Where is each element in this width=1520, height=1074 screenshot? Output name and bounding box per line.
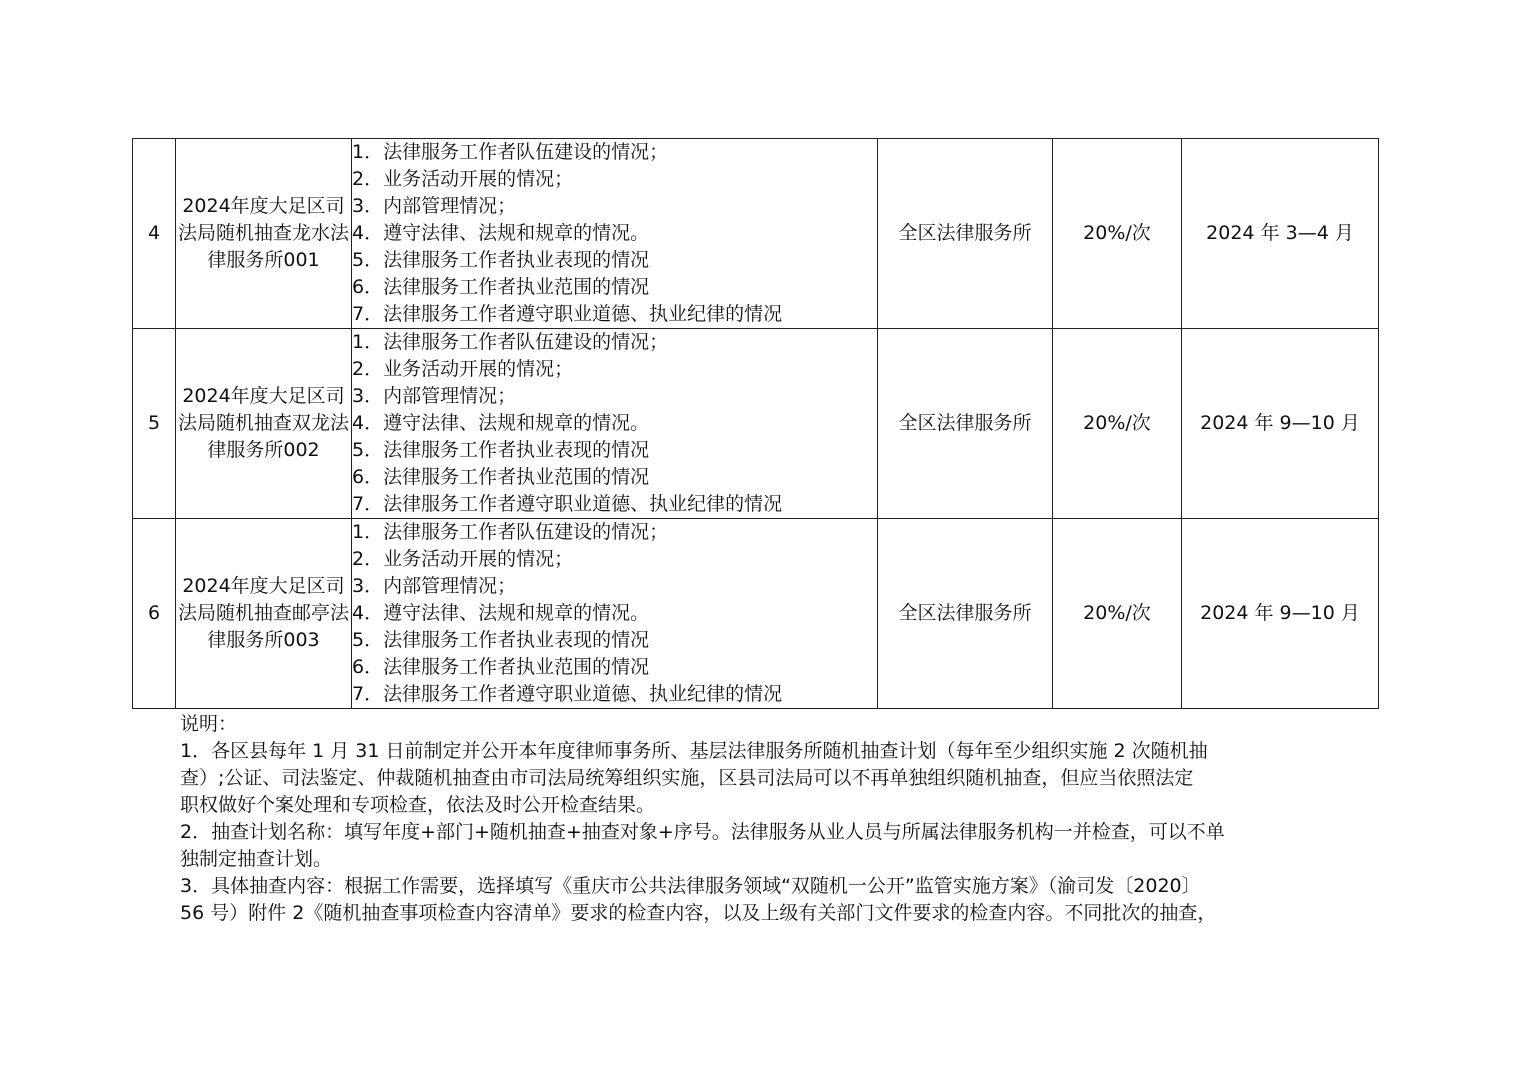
inspection-ratio-cell: 20%/次 bbox=[1053, 329, 1182, 519]
inspection-time-cell: 2024 年 9—10 月 bbox=[1182, 329, 1379, 519]
row-number-cell: 5 bbox=[133, 329, 176, 519]
inspection-item: 5．法律服务工作者执业表现的情况 bbox=[352, 439, 650, 461]
inspection-item: 5．法律服务工作者执业表现的情况 bbox=[352, 629, 650, 651]
note-line: 职权做好个案处理和专项检查，依法及时公开检查结果。 bbox=[180, 794, 656, 816]
inspection-item: 6．法律服务工作者执业范围的情况 bbox=[352, 656, 650, 678]
inspection-item: 3．内部管理情况； bbox=[352, 575, 517, 597]
inspection-item: 7．法律服务工作者遵守职业道德、执业纪律的情况 bbox=[352, 493, 783, 515]
inspection-item: 3．内部管理情况； bbox=[352, 385, 517, 407]
notes-heading: 说明： bbox=[180, 713, 238, 735]
inspection-item: 1．法律服务工作者队伍建设的情况； bbox=[352, 521, 669, 543]
table-row bbox=[133, 519, 1379, 709]
note-line: 2．抽查计划名称：填写年度+部门+随机抽查+抽查对象+序号。法律服务从业人员与所属法律服务机构一并检查，可以不单 bbox=[180, 821, 1225, 843]
table-row bbox=[133, 139, 1379, 329]
row-number-cell: 4 bbox=[133, 139, 176, 329]
inspection-item: 7．法律服务工作者遵守职业道德、执业纪律的情况 bbox=[352, 303, 783, 325]
inspection-item: 1．法律服务工作者队伍建设的情况； bbox=[352, 141, 669, 163]
note-line: 查）;公证、司法鉴定、仲裁随机抽查由市司法局统筹组织实施，区县司法局可以不再单独组织随机抽查，但应当依照法定 bbox=[180, 767, 1194, 789]
inspection-item: 4．遵守法律、法规和规章的情况。 bbox=[352, 412, 650, 434]
note-line: 56 号）附件 2《随机抽查事项检查内容清单》要求的检查内容，以及上级有关部门文件要求的检查内容。不同批次的抽查， bbox=[180, 902, 1217, 924]
note-line: 独制定抽查计划。 bbox=[180, 848, 333, 870]
inspection-plan-table bbox=[132, 138, 1379, 709]
inspection-item: 4．遵守法律、法规和规章的情况。 bbox=[352, 222, 650, 244]
inspection-time-cell: 2024 年 3—4 月 bbox=[1182, 139, 1379, 329]
inspection-object-cell: 全区法律服务所 bbox=[878, 139, 1053, 329]
inspection-item: 5．法律服务工作者执业表现的情况 bbox=[352, 249, 650, 271]
inspection-item: 3．内部管理情况； bbox=[352, 195, 517, 217]
inspection-item: 7．法律服务工作者遵守职业道德、执业纪律的情况 bbox=[352, 683, 783, 705]
inspection-item: 2．业务活动开展的情况； bbox=[352, 548, 574, 570]
inspection-time-cell: 2024 年 9—10 月 bbox=[1182, 519, 1379, 709]
table-row bbox=[133, 329, 1379, 519]
inspection-items-cell bbox=[352, 139, 878, 329]
inspection-item: 4．遵守法律、法规和规章的情况。 bbox=[352, 602, 650, 624]
inspection-items-cell bbox=[352, 329, 878, 519]
inspection-ratio-cell: 20%/次 bbox=[1053, 139, 1182, 329]
plan-name-cell: 2024年度大足区司法局随机抽查双龙法律服务所002 bbox=[176, 329, 352, 519]
inspection-item: 2．业务活动开展的情况； bbox=[352, 358, 574, 380]
note-line: 3．具体抽查内容：根据工作需要，选择填写《重庆市公共法律服务领域“双随机一公开”监管实施方案》（渝司发〔2020〕 bbox=[180, 875, 1201, 897]
inspection-object-cell: 全区法律服务所 bbox=[878, 519, 1053, 709]
inspection-items-cell bbox=[352, 519, 878, 709]
inspection-item: 6．法律服务工作者执业范围的情况 bbox=[352, 466, 650, 488]
plan-name-cell: 2024年度大足区司法局随机抽查龙水法律服务所001 bbox=[176, 139, 352, 329]
note-line: 1．各区县每年 1 月 31 日前制定并公开本年度律师事务所、基层法律服务所随机抽查计划（每年至少组织实施 2 次随机抽 bbox=[180, 740, 1208, 762]
inspection-ratio-cell: 20%/次 bbox=[1053, 519, 1182, 709]
row-number-cell: 6 bbox=[133, 519, 176, 709]
plan-name-cell: 2024年度大足区司法局随机抽查邮亭法律服务所003 bbox=[176, 519, 352, 709]
inspection-item: 6．法律服务工作者执业范围的情况 bbox=[352, 276, 650, 298]
inspection-item: 2．业务活动开展的情况； bbox=[352, 168, 574, 190]
inspection-object-cell: 全区法律服务所 bbox=[878, 329, 1053, 519]
notes-section bbox=[180, 711, 1340, 927]
inspection-item: 1．法律服务工作者队伍建设的情况； bbox=[352, 331, 669, 353]
